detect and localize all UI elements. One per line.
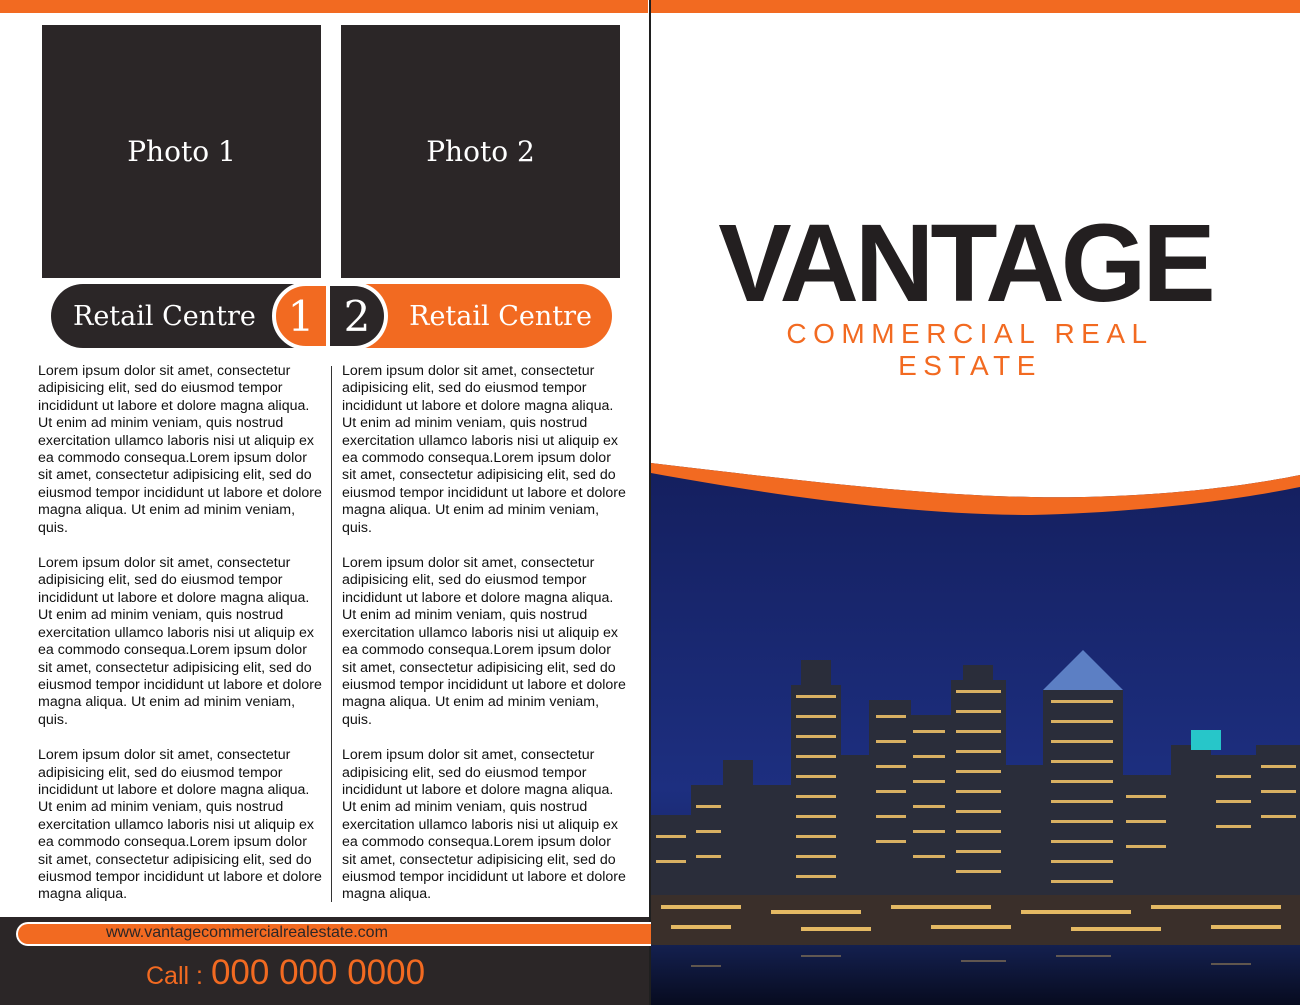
- brand-tagline: COMMERCIAL REAL ESTATE: [786, 318, 1154, 381]
- call-label: Call :: [146, 962, 203, 990]
- photo-placeholder-1: [42, 25, 321, 278]
- photo-1-label: Photo 1: [127, 135, 236, 168]
- paragraph: Lorem ipsum dolor sit amet, consectetur adipisicing elit, sed do eiusmod tempor incididunt ut labore et dolore magna aliqua. Ut enim ad minim veniam, quis nostrud exercitation ullamco laboris nisi ut aliquip ex ea commodo consequa.Lorem ipsum dolor sit amet, consectetur adipisicing elit, sed do eiusmod tempor incididunt ut labore et dolore magna aliqua. Ut enim ad minim veniam, quis.: [38, 363, 322, 536]
- paragraph: Lorem ipsum dolor sit amet, consectetur adipisicing elit, sed do eiusmod tempor incididunt ut labore et dolore magna aliqua. Ut enim ad minim veniam, quis nostrud exercitation ullamco laboris nisi ut aliquip ex ea commodo consequa.Lorem ipsum dolor sit amet, consectetur adipisicing elit, sed do eiusmod tempor incididunt ut labore et dolore magna aliqua. Ut enim ad minim veniam, quis.: [342, 363, 626, 536]
- listing-2-label: Retail Centre: [409, 300, 592, 332]
- column-divider: [331, 366, 332, 902]
- top-accent-bar-left: [0, 0, 648, 13]
- text-column-1: [38, 363, 322, 922]
- paragraph: Lorem ipsum dolor sit amet, consectetur adipisicing elit, sed do eiusmod tempor incididunt ut labore et dolore magna aliqua. Ut enim ad minim veniam, quis nostrud exercitation ullamco laboris nisi ut aliquip ex ea commodo consequa.Lorem ipsum dolor sit amet, consectetur adipisicing elit, sed do eiusmod tempor incididunt ut labore et dolore magna aliqua. Ut enim ad minim veniam, quis.: [342, 555, 626, 728]
- paragraph: Lorem ipsum dolor sit amet, consectetur adipisicing elit, sed do eiusmod tempor incididunt ut labore et dolore magna aliqua. Ut enim ad minim veniam, quis nostrud exercitation ullamco laboris nisi ut aliquip ex ea commodo consequa.Lorem ipsum dolor sit amet, consectetur adipisicing elit, sed do eiusmod tempor incididunt ut labore et dolore magna aliqua.: [38, 747, 322, 903]
- top-accent-bar-right: [651, 0, 1300, 13]
- photo-2-label: Photo 2: [426, 135, 535, 168]
- text-column-2: [342, 363, 626, 922]
- paragraph: Lorem ipsum dolor sit amet, consectetur adipisicing elit, sed do eiusmod tempor incididunt ut labore et dolore magna aliqua. Ut enim ad minim veniam, quis nostrud exercitation ullamco laboris nisi ut aliquip ex ea commodo consequa.Lorem ipsum dolor sit amet, consectetur adipisicing elit, sed do eiusmod tempor incididunt ut labore et dolore magna aliqua. Ut enim ad minim veniam, quis.: [38, 555, 322, 728]
- paragraph: Lorem ipsum dolor sit amet, consectetur adipisicing elit, sed do eiusmod tempor incididunt ut labore et dolore magna aliqua. Ut enim ad minim veniam, quis nostrud exercitation ullamco laboris nisi ut aliquip ex ea commodo consequa.Lorem ipsum dolor sit amet, consectetur adipisicing elit, sed do eiusmod tempor incididunt ut labore et dolore magna aliqua.: [342, 747, 626, 903]
- photo-placeholder-2: [341, 25, 620, 278]
- listing-2-number-badge: 2: [330, 282, 388, 350]
- listing-1-number-badge: 1: [272, 282, 330, 350]
- website-url[interactable]: www.vantagecommercialrealestate.com: [106, 924, 388, 941]
- phone-number[interactable]: 000 000 0000: [210, 953, 426, 992]
- listing-1-label: Retail Centre: [73, 300, 256, 332]
- brand-logo-wordmark: VANTAGE: [718, 202, 1212, 325]
- city-skyline-image: [651, 455, 1300, 1005]
- call-line: [146, 953, 425, 993]
